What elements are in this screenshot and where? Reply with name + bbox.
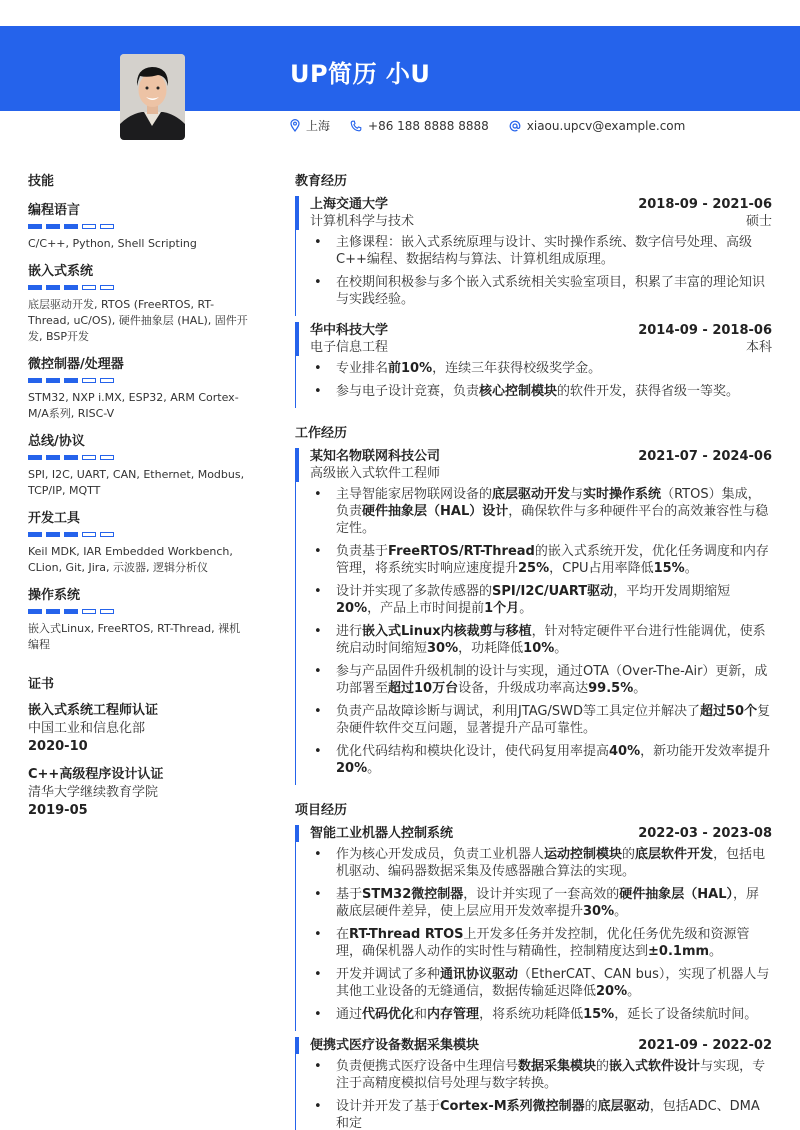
skill-description: 嵌入式Linux, FreeRTOS, RT-Thread, 裸机编程 (28, 622, 241, 651)
highlight-text: FreeRTOS/RT-Thread (388, 544, 535, 559)
bullet-item: • 参与电子设计竞赛，负责核心控制模块的软件开发，获得省级一等奖。 (310, 383, 772, 400)
work-entry (295, 448, 772, 785)
certificates-title: 证书 (28, 677, 55, 692)
highlight-text: 代码优化 (362, 1007, 415, 1022)
certificate-issuer: 中国工业和信息化部 (28, 721, 146, 736)
bullet-item: • 负责产品故障诊断与调试，利用JTAG/SWD等工具定位并解决了超过50个复杂硬件软件交互问题，显著提升产品可靠性。 (310, 703, 772, 737)
highlight-text: STM32微控制器 (362, 887, 464, 902)
location-text: 上海 (306, 119, 331, 133)
contact-row (290, 117, 685, 134)
skill-level-bars (28, 224, 248, 229)
level-bar-filled (64, 609, 78, 614)
level-bar-empty (82, 378, 96, 383)
major: 计算机科学与技术 (310, 214, 415, 229)
candidate-name: UP简历 小U (290, 60, 431, 88)
entry-subheader (310, 465, 772, 482)
at-sign-icon (509, 120, 521, 132)
level-bar-empty (82, 609, 96, 614)
degree: 硕士 (745, 214, 772, 229)
bullet-item: • 优化代码结构和模块化设计，使代码复用率提高40%，新功能开发效率提升20%。 (310, 743, 772, 777)
contact-phone (350, 119, 489, 133)
highlight-text: 25% (518, 561, 550, 576)
level-bar-filled (64, 455, 78, 460)
bullet-list (310, 486, 772, 785)
level-bar-filled (64, 378, 78, 383)
level-bar-empty (82, 285, 96, 290)
level-bar-empty (100, 609, 114, 614)
level-bar-filled (28, 224, 42, 229)
skill-item (28, 199, 248, 252)
person-photo-icon (120, 54, 185, 140)
location-pin-icon (290, 119, 300, 132)
bullet-item: • 进行嵌入式Linux内核裁剪与移植，针对特定硬件平台进行性能调优，使系统启动时间缩短30%，功耗降低10%。 (310, 623, 772, 657)
highlight-text: Cortex-M系列微控制器 (440, 1099, 585, 1114)
right-column (295, 170, 772, 1130)
level-bar-filled (46, 609, 60, 614)
skills-list (28, 199, 248, 653)
level-bar-empty (82, 532, 96, 537)
certificates-section (28, 673, 248, 820)
highlight-text: 嵌入式软件设计 (609, 1059, 701, 1074)
level-bar-filled (46, 378, 60, 383)
bullet-list (310, 846, 772, 1031)
phone-link[interactable]: +86 188 8888 8888 (368, 118, 489, 133)
level-bar-filled (28, 532, 42, 537)
highlight-text: 内存管理 (427, 1007, 480, 1022)
date-range: 2021-07 - 2024-06 (638, 449, 772, 464)
level-bar-empty (100, 532, 114, 537)
bullet-item: • 主修课程：嵌入式系统原理与设计、实时操作系统、数字信号处理、高级C++编程、数据结构与算法、计算机组成原理。 (310, 234, 772, 268)
level-bar-filled (28, 609, 42, 614)
bullet-item: • 负责基于FreeRTOS/RT-Thread的嵌入式系统开发，优化任务调度和内存管理，将系统实时响应速度提升25%，CPU占用率降低15%。 (310, 543, 772, 577)
level-bar-filled (64, 532, 78, 537)
bullet-item: • 开发并调试了多种通讯协议驱动（EtherCAT、CAN bus），实现了机器人与其他工业设备的无缝通信，数据传输延迟降低20%。 (310, 966, 772, 1000)
bullet-item: • 在校期间积极参与多个嵌入式系统相关实验室项目，积累了丰富的理论知识与实践经验。 (310, 274, 772, 308)
highlight-text: 20% (596, 984, 628, 999)
skill-description: 底层驱动开发, RTOS (FreeRTOS, RT-Thread, uC/OS), 硬件抽象层 (HAL), 固件开发, BSP开发 (28, 298, 248, 343)
highlight-text: 通讯协议驱动 (440, 967, 519, 982)
highlight-text: 30% (427, 641, 459, 656)
level-bar-filled (28, 378, 42, 383)
highlight-text: 15% (583, 1007, 615, 1022)
job-title: 高级嵌入式软件工程师 (310, 466, 441, 481)
certificate-date: 2020-10 (28, 739, 88, 754)
projects-section (295, 799, 772, 1130)
level-bar-filled (64, 285, 78, 290)
skill-item (28, 260, 248, 345)
level-bar-empty (100, 285, 114, 290)
highlight-text: 硬件抽象层（HAL）设计 (362, 504, 509, 519)
bullet-item: • 通过代码优化和内存管理，将系统功耗降低15%，延长了设备续航时间。 (310, 1006, 772, 1023)
skill-name: 总线/协议 (28, 434, 85, 449)
highlight-text: 99.5% (588, 681, 634, 696)
level-bar-empty (82, 455, 96, 460)
date-range: 2021-09 - 2022-02 (638, 1038, 772, 1053)
skill-description: C/C++, Python, Shell Scripting (28, 237, 197, 250)
certificate-item (28, 702, 248, 756)
skill-level-bars (28, 609, 248, 614)
education-entry (295, 196, 772, 316)
certificate-date: 2019-05 (28, 803, 88, 818)
level-bar-empty (82, 224, 96, 229)
major: 电子信息工程 (310, 340, 389, 355)
entry-header (310, 1037, 772, 1054)
bullet-item: • 专业排名前10%，连续三年获得校级奖学金。 (310, 360, 772, 377)
level-bar-empty (100, 378, 114, 383)
bullet-item: • 设计并实现了多款传感器的SPI/I2C/UART驱动，平均开发周期缩短20%，产品上市时间提前1个月。 (310, 583, 772, 617)
phone-icon (350, 120, 362, 132)
skill-item (28, 353, 248, 422)
skill-name: 微控制器/处理器 (28, 357, 124, 372)
skill-name: 操作系统 (28, 588, 81, 603)
project-name: 智能工业机器人控制系统 (310, 826, 454, 841)
skill-description: STM32, NXP i.MX, ESP32, ARM Cortex-M/A系列, RISC-V (28, 391, 239, 420)
certificate-item (28, 766, 248, 820)
highlight-text: 实时操作系统 (583, 487, 662, 502)
bullet-item: • 参与产品固件升级机制的设计与实现，通过OTA（Over-The-Air）更新，成功部署至超过10万台设备，升级成功率高达99.5%。 (310, 663, 772, 697)
level-bar-filled (46, 224, 60, 229)
entry-header (310, 196, 772, 213)
highlight-text: 15% (653, 561, 685, 576)
highlight-text: 底层驱动开发 (492, 487, 571, 502)
date-range: 2014-09 - 2018-06 (638, 323, 772, 338)
highlight-text: 数据采集模块 (518, 1059, 597, 1074)
highlight-text: 10% (523, 641, 555, 656)
highlight-text: 40% (609, 744, 641, 759)
certificates-list (28, 702, 248, 820)
education-entry (295, 322, 772, 408)
bullet-list (310, 234, 772, 316)
highlight-text: 20% (336, 601, 368, 616)
skill-item (28, 430, 248, 499)
level-bar-filled (46, 532, 60, 537)
date-range: 2018-09 - 2021-06 (638, 197, 772, 212)
bullet-item: • 作为核心开发成员，负责工业机器人运动控制模块的底层软件开发，包括电机驱动、编码器数据采集及传感器融合算法的实现。 (310, 846, 772, 880)
highlight-text: 嵌入式Linux内核裁剪与移植 (362, 624, 532, 639)
skill-name: 嵌入式系统 (28, 264, 94, 279)
skill-level-bars (28, 532, 248, 537)
date-range: 2022-03 - 2023-08 (638, 826, 772, 841)
highlight-text: 底层软件开发 (635, 847, 714, 862)
highlight-text: 1个月 (484, 601, 520, 616)
certificate-issuer: 清华大学继续教育学院 (28, 785, 159, 800)
level-bar-filled (46, 285, 60, 290)
entry-header (310, 322, 772, 339)
projects-title: 项目经历 (295, 803, 348, 818)
avatar-photo (120, 54, 185, 140)
skill-description: SPI, I2C, UART, CAN, Ethernet, Modbus, TCP/IP, MQTT (28, 468, 245, 497)
highlight-text: RT-Thread RTOS (349, 927, 464, 942)
bullet-item: • 设计并开发了基于Cortex-M系列微控制器的底层驱动，包括ADC、DMA和定 (310, 1098, 772, 1130)
highlight-text: 硬件抽象层（HAL） (619, 887, 734, 902)
school-name: 上海交通大学 (310, 197, 389, 212)
education-title: 教育经历 (295, 174, 348, 189)
level-bar-filled (64, 224, 78, 229)
project-entry (295, 1037, 772, 1130)
work-list (295, 448, 772, 785)
entry-header (310, 825, 772, 842)
skill-item (28, 507, 248, 576)
degree: 本科 (745, 340, 772, 355)
skill-level-bars (28, 378, 248, 383)
highlight-text: 30% (583, 904, 615, 919)
highlight-text: SPI/I2C/UART驱动 (492, 584, 614, 599)
skills-title: 技能 (28, 174, 55, 189)
highlight-text: 运动控制模块 (544, 847, 623, 862)
level-bar-filled (28, 455, 42, 460)
highlight-text: 超过50个 (700, 704, 758, 719)
bullet-item: • 在RT-Thread RTOS上开发多任务并发控制，优化任务优先级和资源管理，确保机器人动作的实时性与精确性，控制精度达到±0.1mm。 (310, 926, 772, 960)
certificate-name: C++高级程序设计认证 (28, 767, 164, 782)
projects-list (295, 825, 772, 1130)
education-section (295, 170, 772, 408)
highlight-text: 20% (336, 761, 368, 776)
contact-location (290, 117, 330, 134)
entry-subheader (310, 213, 772, 230)
certificate-name: 嵌入式系统工程师认证 (28, 703, 159, 718)
contact-email (509, 119, 686, 133)
highlight-text: 核心控制模块 (479, 384, 558, 399)
email-link[interactable]: xiaou.upcv@example.com (526, 118, 686, 133)
bullet-list (310, 1058, 772, 1130)
entry-subheader (310, 339, 772, 356)
bullet-list (310, 360, 772, 408)
skill-item (28, 584, 248, 653)
project-name: 便携式医疗设备数据采集模块 (310, 1038, 480, 1053)
skill-name: 编程语言 (28, 203, 81, 218)
school-name: 华中科技大学 (310, 323, 389, 338)
highlight-text: 超过10万台 (388, 681, 459, 696)
level-bar-empty (100, 224, 114, 229)
level-bar-filled (28, 285, 42, 290)
work-section (295, 422, 772, 785)
skill-name: 开发工具 (28, 511, 81, 526)
level-bar-filled (46, 455, 60, 460)
company-name: 某知名物联网科技公司 (310, 449, 441, 464)
highlight-text: 前10% (388, 361, 433, 376)
bullet-item: • 基于STM32微控制器，设计并实现了一套高效的硬件抽象层（HAL），屏蔽底层硬件差异，使上层应用开发效率提升30%。 (310, 886, 772, 920)
education-list (295, 196, 772, 408)
highlight-text: ±0.1mm (648, 944, 710, 959)
bullet-item: • 负责便携式医疗设备中生理信号数据采集模块的嵌入式软件设计与实现，专注于高精度模拟信号处理与数字转换。 (310, 1058, 772, 1092)
left-column (28, 170, 248, 830)
skill-description: Keil MDK, IAR Embedded Workbench, CLion, Git, Jira, 示波器, 逻辑分析仪 (28, 545, 233, 574)
work-title: 工作经历 (295, 426, 348, 441)
entry-header (310, 448, 772, 465)
bullet-item: • 主导智能家居物联网设备的底层驱动开发与实时操作系统（RTOS）集成，负责硬件抽象层（HAL）设计，确保软件与多种硬件平台的高效兼容性与稳定性。 (310, 486, 772, 537)
skill-level-bars (28, 285, 248, 290)
level-bar-empty (100, 455, 114, 460)
highlight-text: 底层驱动 (597, 1099, 650, 1114)
skill-level-bars (28, 455, 248, 460)
project-entry (295, 825, 772, 1031)
